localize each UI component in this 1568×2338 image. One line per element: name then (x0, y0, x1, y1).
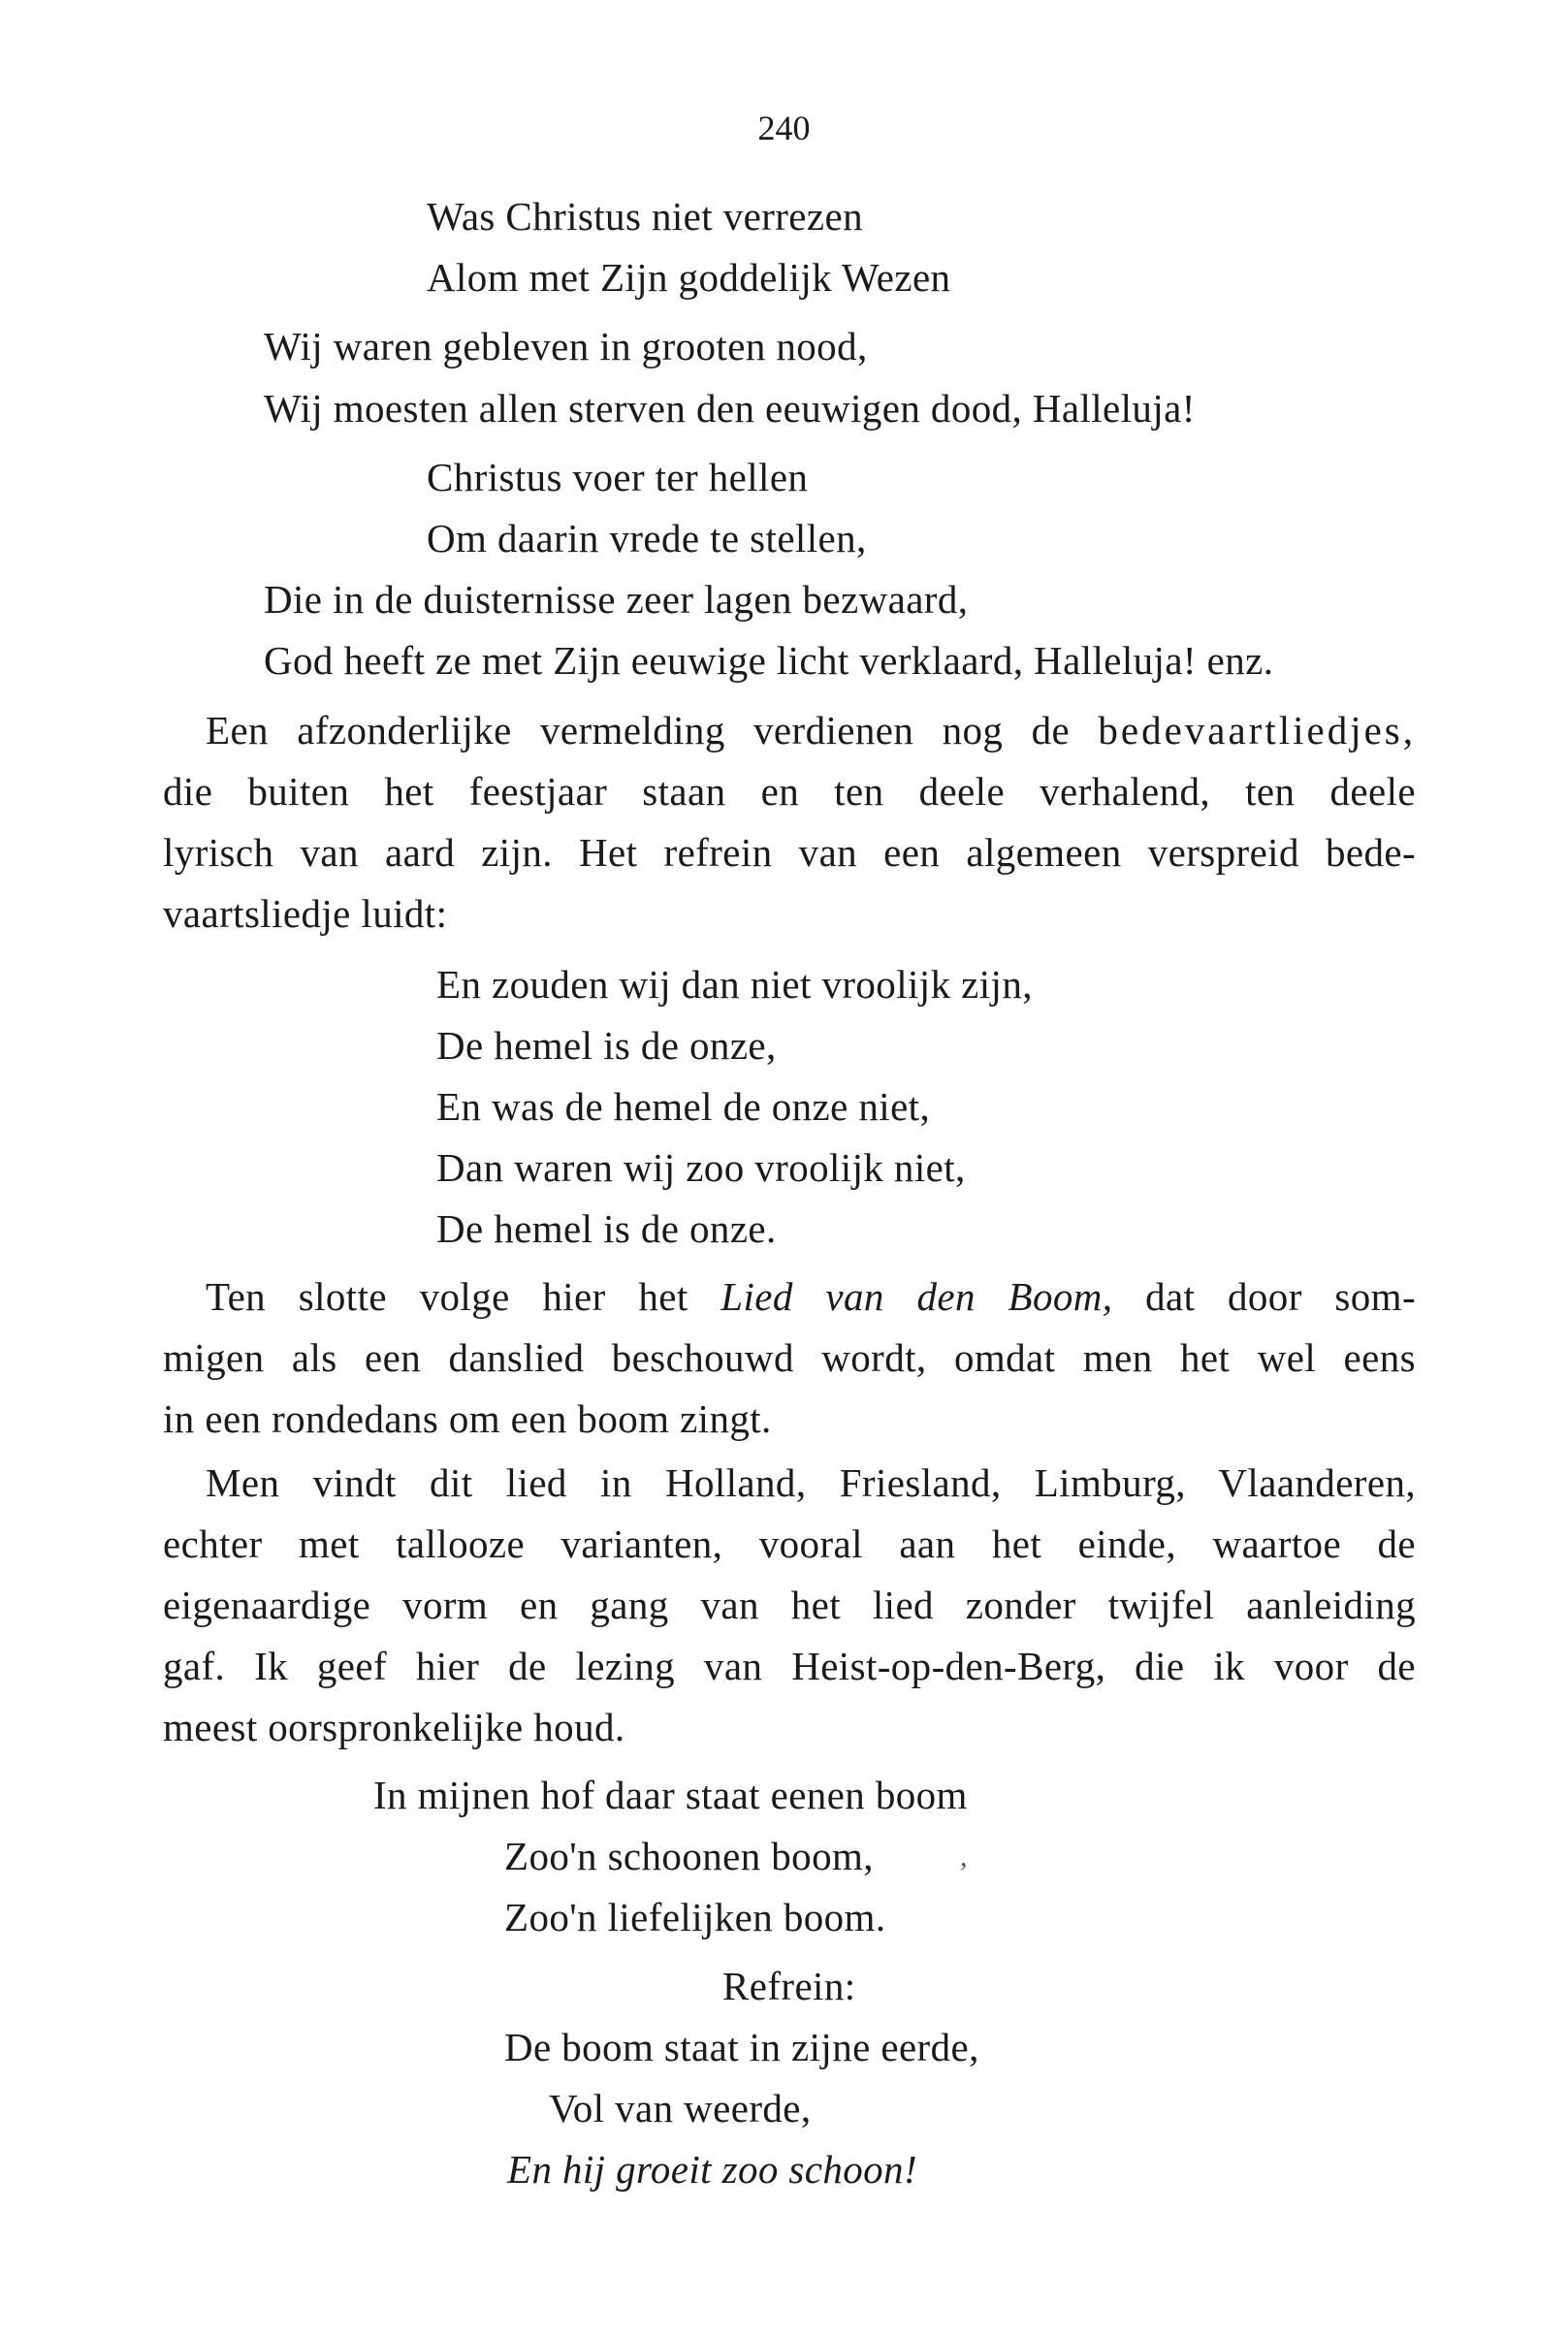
paragraph-line: eigenaardige vorm en gang van het lied zonder twijfel aanleiding (163, 1583, 1416, 1627)
paragraph-line (206, 707, 1416, 753)
paragraph-line: vaartsliedje luidt: (163, 891, 448, 936)
paragraph-text: Een afzonderlijke vermelding verdienen nog de (206, 708, 1099, 753)
paragraph-line: Men vindt dit lied in Holland, Friesland, Limburg, Vlaanderen, (206, 1460, 1416, 1505)
verse-line: Die in de duisternisse zeer lagen bezwaard, (264, 577, 969, 622)
refrain-heading: Refrein: (722, 1964, 856, 2008)
page-number: 240 (757, 109, 811, 147)
verse-line: De hemel is de onze, (436, 1023, 777, 1068)
verse-line: Wij moesten allen sterven den eeuwigen dood, Halleluja! (264, 386, 1196, 431)
verse-line: Dan waren wij zoo vroolijk niet, (436, 1145, 966, 1190)
verse-line: Zoo'n schoonen boom, (504, 1834, 874, 1878)
paragraph-line: echter met tallooze varianten, vooral aan het einde, waartoe de (163, 1521, 1416, 1566)
refrain-line: De boom staat in zijne eerde, (504, 2025, 979, 2069)
verse-line: Om daarin vrede te stellen, (427, 516, 867, 560)
paragraph-text: Ten slotte volge hier het (206, 1274, 721, 1319)
paragraph-line: in een rondedans om een boom zingt. (163, 1396, 772, 1441)
stray-mark: , (960, 1841, 968, 1873)
verse-line: Wij waren gebleven in grooten nood, (264, 324, 868, 368)
paragraph-line: meest oorspronkelijke houd. (163, 1705, 625, 1749)
verse-line: Zoo'n liefelijken boom. (504, 1895, 886, 1939)
verse-line: Alom met Zijn goddelijk Wezen (427, 255, 951, 300)
verse-line: Was Christus niet verrezen (427, 194, 863, 239)
paragraph-line: die buiten het feestjaar staan en ten deele verhalend, ten deele (163, 769, 1416, 814)
paragraph-line: migen als een danslied beschouwd wordt, omdat men het wel eens (163, 1335, 1416, 1380)
verse-line: Christus voer ter hellen (427, 455, 809, 499)
paragraph-text: dat door som- (1112, 1274, 1417, 1319)
refrain-line: En hij groeit zoo schoon! (507, 2147, 918, 2192)
paragraph-line: lyrisch van aard zijn. Het refrein van een algemeen verspreid bede- (163, 830, 1416, 875)
emphasized-term: bedevaartliedjes, (1098, 708, 1416, 753)
verse-line: In mijnen hof daar staat eenen boom (373, 1773, 968, 1817)
paragraph-line (206, 1273, 1416, 1320)
song-title: Lied van den Boom, (720, 1274, 1113, 1319)
refrain-line: Vol van weerde, (549, 2086, 812, 2130)
verse-line: God heeft ze met Zijn eeuwige licht verklaard, Halleluja! enz. (264, 638, 1274, 683)
verse-line: En was de hemel de onze niet, (436, 1084, 931, 1129)
paragraph-line: gaf. Ik geef hier de lezing van Heist-op-den-Berg, die ik voor de (163, 1644, 1416, 1688)
verse-line: En zouden wij dan niet vroolijk zijn, (436, 962, 1033, 1007)
verse-line: De hemel is de onze. (436, 1206, 777, 1251)
